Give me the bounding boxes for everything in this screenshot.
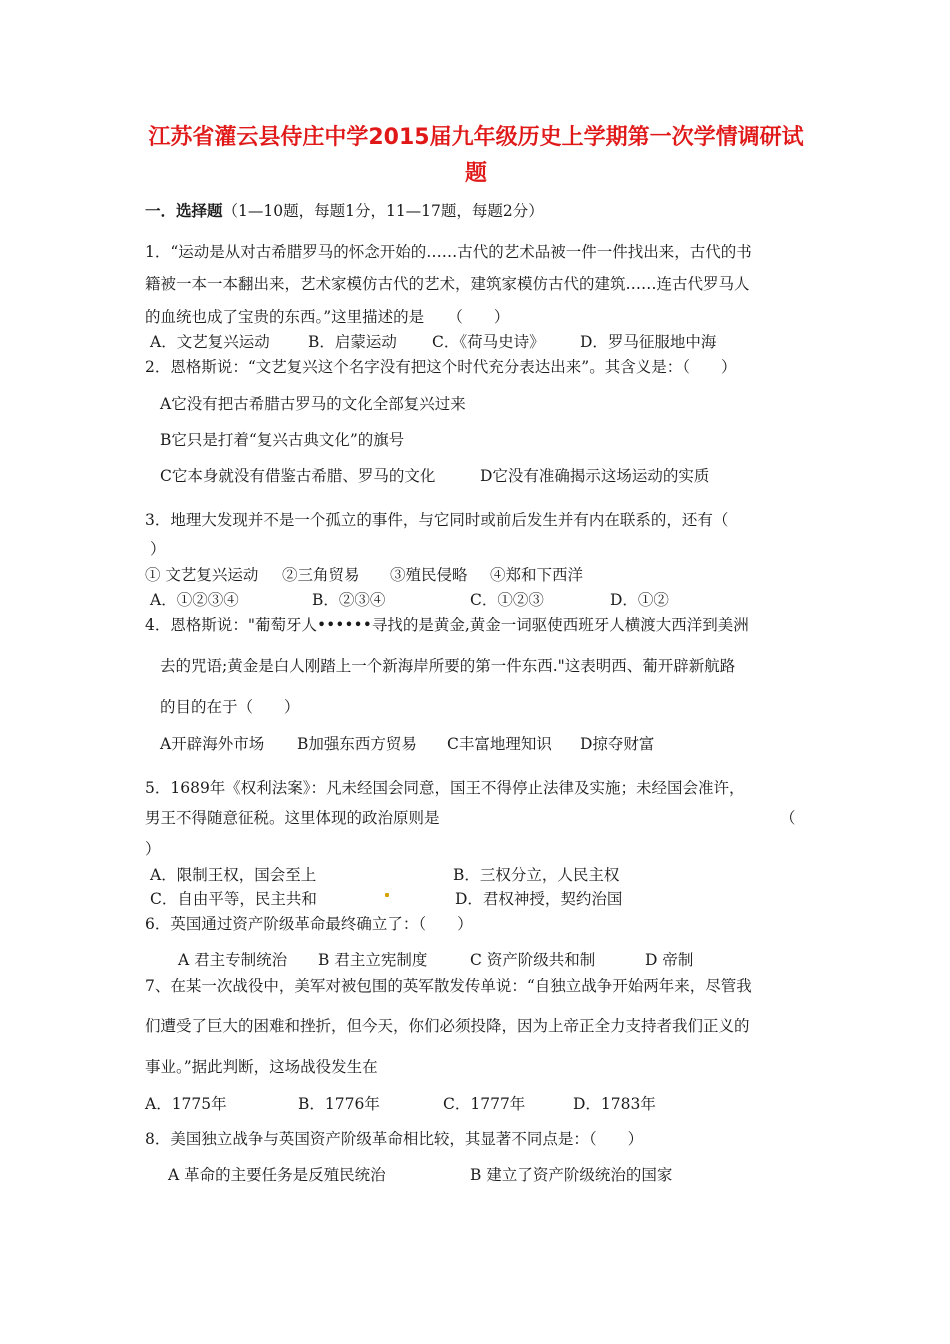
- q1-stem-line-2: 籍被一本一本翻出来，艺术家模仿古代的艺术，建筑家模仿古代的建筑……连古代罗马人: [145, 275, 750, 293]
- q7-option-d: D．1783年: [573, 1095, 656, 1113]
- q4-option-a: A开辟海外市场: [160, 735, 265, 753]
- q5-stem-line-2: 男王不得随意征税。这里体现的政治原则是: [145, 809, 440, 827]
- q8-option-b: B 建立了资产阶级统治的国家: [470, 1166, 673, 1184]
- q1-stem-line-3: 的血统也成了宝贵的东西。”这里描述的是 （ ）: [145, 308, 510, 326]
- q6-option-a: A 君主专制统治: [178, 951, 288, 969]
- q1-stem-line-1: 1．“运动是从对古希腊罗马的怀念开始的……古代的艺术品被一件一件找出来，古代的书: [145, 243, 752, 261]
- q7-stem-line-2: 们遭受了巨大的困难和挫折，但今天，你们必须投降，因为上帝正全力支持者我们正义的: [145, 1017, 750, 1035]
- q3-option-a: A．①②③④: [150, 591, 239, 609]
- q7-option-c: C．1777年: [443, 1095, 526, 1113]
- q2-option-a: A它没有把古希腊古罗马的文化全部复兴过来: [160, 395, 466, 413]
- q4-option-b: B加强东西方贸易: [297, 735, 417, 753]
- q3-stem-line-1: 3．地理大发现并不是一个孤立的事件，与它同时或前后发生并有内在联系的，还有（: [145, 511, 729, 529]
- q6-stem: 6．英国通过资产阶级革命最终确立了：（ ）: [145, 915, 473, 933]
- q8-option-a: A 革命的主要任务是反殖民统治: [168, 1166, 386, 1184]
- q2-option-c: C它本身就没有借鉴古希腊、罗马的文化: [160, 467, 436, 485]
- q6-option-c: C 资产阶级共和制: [470, 951, 596, 969]
- q3-option-d: D．①②: [610, 591, 669, 609]
- q5-option-d: D．君权神授，契约治国: [455, 890, 623, 908]
- q3-item-3: ③殖民侵略: [390, 566, 468, 584]
- q5-stem-line-1: 5．1689年《权利法案》：凡未经国会同意，国王不得停止法律及实施；未经国会准许，: [145, 779, 745, 797]
- q1-option-c: C．《荷马史诗》: [432, 333, 545, 351]
- q5-option-c: C．自由平等，民主共和: [150, 890, 317, 908]
- q3-item-2: ②三角贸易: [282, 566, 360, 584]
- exam-title-line-1: 江苏省灌云县侍庄中学2015届九年级历史上学期第一次学情调研试: [148, 125, 804, 150]
- section-note: （1—10题，每题1分，11—17题，每题2分）: [222, 202, 544, 220]
- q3-option-c: C．①②③: [470, 591, 544, 609]
- q7-option-a: A．1775年: [145, 1095, 227, 1113]
- q8-stem: 8．美国独立战争与英国资产阶级革命相比较，其显著不同点是：（ ）: [145, 1130, 644, 1148]
- q2-stem: 2．恩格斯说：“文艺复兴这个名字没有把这个时代充分表达出来”。其含义是：（ ）: [145, 358, 737, 376]
- q1-option-b: B．启蒙运动: [308, 333, 397, 351]
- q6-option-b: B 君主立宪制度: [318, 951, 428, 969]
- q5-option-b: B．三权分立，人民主权: [453, 866, 620, 884]
- q5-close-paren: ）: [145, 840, 161, 858]
- q3-item-1: ① 文艺复兴运动: [145, 566, 259, 584]
- q3-item-4: ④郑和下西洋: [490, 566, 584, 584]
- section-heading: [145, 200, 544, 222]
- q2-option-d: D它没有准确揭示这场运动的实质: [480, 467, 710, 485]
- q4-stem-line-3: 的目的在于（ ）: [160, 698, 300, 716]
- q4-stem-line-2: 去的咒语;黄金是白人刚踏上一个新海岸所要的第一件东西."这表明西、葡开辟新航路: [160, 657, 736, 675]
- q1-option-a: A．文艺复兴运动: [150, 333, 270, 351]
- q4-option-c: C丰富地理知识: [447, 735, 552, 753]
- q6-option-d: D 帝制: [645, 951, 694, 969]
- q4-stem-line-1: 4．恩格斯说："葡萄牙人••••••寻找的是黄金,黄金一词驱使西班牙人横渡大西洋到美洲: [145, 616, 749, 634]
- q7-stem-line-3: 事业。”据此判断，这场战役发生在: [145, 1058, 378, 1076]
- section-label: 一．选择题: [145, 201, 223, 220]
- q4-option-d: D掠夺财富: [580, 735, 655, 753]
- stray-yellow-dot: [385, 893, 389, 897]
- q3-option-b: B．②③④: [312, 591, 386, 609]
- q1-option-d: D．罗马征服地中海: [580, 333, 717, 351]
- exam-title-line-2: 题: [464, 161, 487, 186]
- q7-stem-line-1: 7、在某一次战役中，美军对被包围的英军散发传单说：“自独立战争开始两年来，尽管我: [145, 977, 752, 995]
- q7-option-b: B．1776年: [298, 1095, 380, 1113]
- q5-open-paren: （: [780, 809, 796, 827]
- q3-stem-line-2: ）: [150, 540, 166, 558]
- q5-option-a: A．限制王权，国会至上: [150, 866, 317, 884]
- q2-option-b: B它只是打着“复兴古典文化”的旗号: [160, 431, 405, 449]
